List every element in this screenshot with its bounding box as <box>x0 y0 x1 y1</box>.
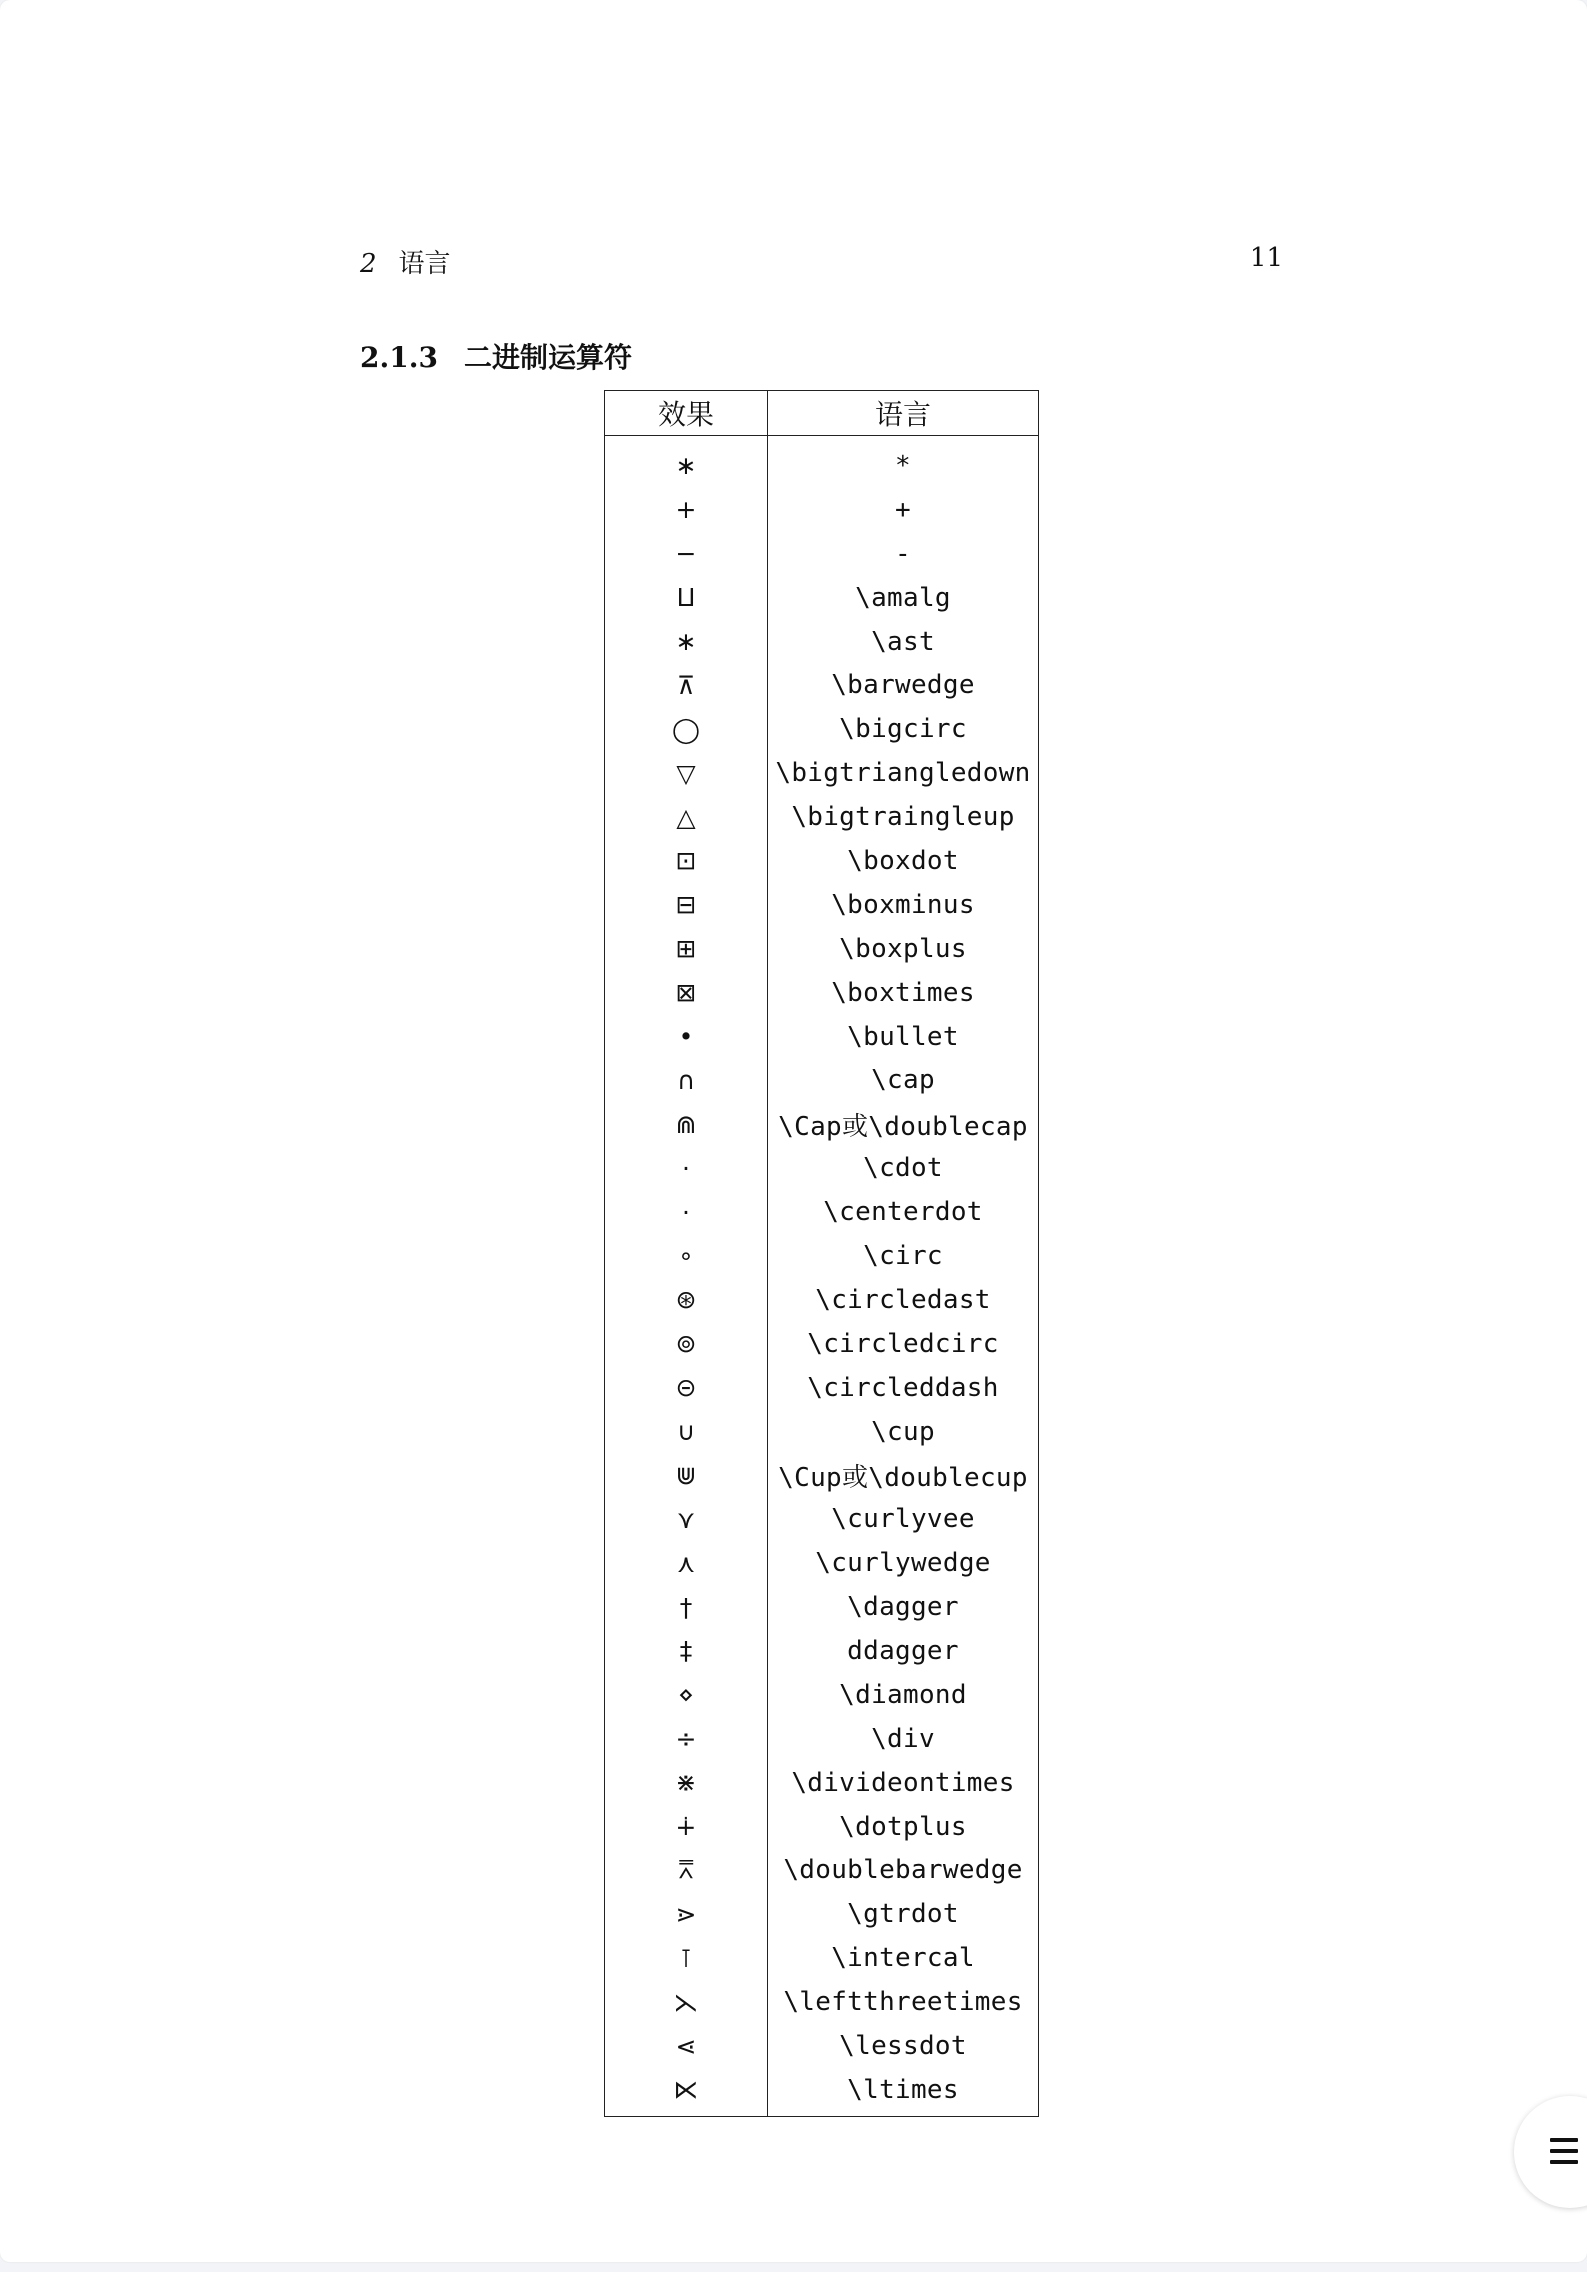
symbol-effect: ⋏ <box>605 1541 768 1585</box>
symbol-effect: ÷ <box>605 1717 768 1761</box>
table-row <box>605 2024 1039 2068</box>
symbol-effect: ∔ <box>605 1805 768 1849</box>
running-head-chapter <box>360 243 451 280</box>
table-row <box>605 1497 1039 1541</box>
symbol-effect: ⊼ <box>605 663 768 707</box>
table-row <box>605 620 1039 664</box>
symbol-effect: ◯ <box>605 707 768 751</box>
symbol-effect: ∗ <box>605 620 768 664</box>
symbol-command: \boxdot <box>847 845 959 876</box>
table-row <box>605 1541 1039 1585</box>
table-row <box>605 1805 1039 1849</box>
symbol-effect: ‡ <box>605 1629 768 1673</box>
symbol-command: \ast <box>871 626 935 657</box>
symbol-command: \boxtimes <box>831 977 975 1008</box>
table-body <box>605 436 1039 2117</box>
table-row <box>605 1849 1039 1893</box>
table-row <box>605 1629 1039 1673</box>
table-row <box>605 1892 1039 1936</box>
table-row <box>605 576 1039 620</box>
symbol-command: \lessdot <box>839 2031 967 2061</box>
symbol-command: \bigtraingleup <box>791 802 1015 833</box>
table-row <box>605 1761 1039 1805</box>
table-row <box>605 1410 1039 1454</box>
symbol-command: \leftthreetimes <box>783 1987 1023 2018</box>
symbol-effect: ⋓ <box>605 1453 768 1497</box>
symbol-command: \boxminus <box>831 889 975 920</box>
symbol-effect: ⋗ <box>605 1892 768 1936</box>
symbol-command: \divideontimes <box>791 1767 1015 1798</box>
symbol-command: * <box>895 450 911 481</box>
symbol-command: \bigcirc <box>839 714 967 745</box>
table-row <box>605 1366 1039 1410</box>
symbol-effect: △ <box>605 795 768 839</box>
symbol-command: ddagger <box>847 1635 959 1666</box>
symbol-command: \boxplus <box>839 933 967 964</box>
running-head <box>360 243 1283 283</box>
symbol-effect: ⊠ <box>605 971 768 1015</box>
symbol-effect: ⊚ <box>605 1322 768 1366</box>
table-row <box>605 1980 1039 2024</box>
table-row <box>605 927 1039 971</box>
table-row <box>605 839 1039 883</box>
symbol-effect: − <box>605 532 768 576</box>
section-number: 2.1.3 <box>360 341 438 374</box>
symbol-command: \diamond <box>839 1679 967 1710</box>
table-row <box>605 663 1039 707</box>
symbol-effect: ⨿ <box>605 576 768 620</box>
symbol-effect: ⋖ <box>605 2024 768 2068</box>
table-row <box>605 751 1039 795</box>
table-row <box>605 1673 1039 1717</box>
symbol-command: \bigtriangledown <box>775 758 1031 789</box>
symbol-command: \doublebarwedge <box>783 1855 1023 1886</box>
table-row <box>605 1058 1039 1102</box>
table-row <box>605 1322 1039 1366</box>
symbol-effect: ∗ <box>605 436 768 488</box>
symbol-command: \gtrdot <box>847 1899 959 1930</box>
table-row <box>605 883 1039 927</box>
symbol-effect: ⊝ <box>605 1366 768 1410</box>
symbol-effect: ▽ <box>605 751 768 795</box>
table-row <box>605 707 1039 751</box>
table-row <box>605 1278 1039 1322</box>
table-header-row <box>605 391 1039 436</box>
symbol-command: - <box>895 538 911 569</box>
table-row <box>605 1234 1039 1278</box>
section-heading <box>360 336 632 376</box>
header-effect: 效果 <box>605 391 768 436</box>
table-row <box>605 488 1039 532</box>
table-row <box>605 436 1039 488</box>
symbol-effect: ⋇ <box>605 1761 768 1805</box>
table-row <box>605 1146 1039 1190</box>
symbol-command: \dagger <box>847 1592 959 1623</box>
symbol-effect: ∩ <box>605 1058 768 1102</box>
symbol-command: \cup <box>871 1416 935 1447</box>
symbol-command: \ltimes <box>847 2074 959 2105</box>
menu-button[interactable] <box>1514 2096 1587 2208</box>
table-row <box>605 2068 1039 2116</box>
symbol-effect: ⋒ <box>605 1102 768 1146</box>
table-row <box>605 1936 1039 1980</box>
symbol-effect: ⊡ <box>605 839 768 883</box>
symbol-command: + <box>895 494 911 525</box>
page-number: 11 <box>1249 243 1283 273</box>
symbol-effect: ∪ <box>605 1410 768 1454</box>
table-row <box>605 971 1039 1015</box>
menu-icon <box>1550 2138 1578 2164</box>
table-row <box>605 795 1039 839</box>
table-row <box>605 1015 1039 1059</box>
chapter-number: 2 <box>360 249 377 279</box>
symbol-command: \circ <box>863 1240 943 1271</box>
symbol-effect: • <box>605 1015 768 1059</box>
symbol-command: \amalg <box>855 582 951 613</box>
symbol-command: \Cup或\doublecup <box>778 1462 1028 1493</box>
symbol-command: \barwedge <box>831 670 975 701</box>
binary-operators-table <box>604 390 1039 2117</box>
symbol-command: \curlywedge <box>815 1548 991 1579</box>
symbol-effect: ⋎ <box>605 1497 768 1541</box>
table-row <box>605 1102 1039 1146</box>
symbol-command: \intercal <box>831 1943 975 1974</box>
symbol-effect: ⊺ <box>605 1936 768 1980</box>
symbol-command: \circledast <box>815 1284 991 1315</box>
symbol-command: \Cap或\doublecap <box>778 1111 1028 1142</box>
symbol-effect: ⊞ <box>605 927 768 971</box>
table-row <box>605 532 1039 576</box>
table-row <box>605 1453 1039 1497</box>
symbol-effect: ⋉ <box>605 2068 768 2116</box>
table-row <box>605 1717 1039 1761</box>
header-command: 语言 <box>768 391 1039 436</box>
symbol-effect: ⋋ <box>605 1980 768 2024</box>
symbol-effect: + <box>605 488 768 532</box>
chapter-title: 语言 <box>398 249 451 279</box>
symbol-command: \bullet <box>847 1021 959 1052</box>
symbol-effect: ⩞ <box>605 1849 768 1893</box>
symbol-effect: · <box>605 1146 768 1190</box>
symbol-command: \circledcirc <box>807 1328 999 1359</box>
symbol-effect: ⊟ <box>605 883 768 927</box>
table-row <box>605 1190 1039 1234</box>
symbol-command: \cdot <box>863 1153 943 1184</box>
symbol-effect: † <box>605 1585 768 1629</box>
symbol-command: \circleddash <box>807 1372 999 1403</box>
symbol-command: \dotplus <box>839 1811 967 1842</box>
symbol-command: \curlyvee <box>831 1504 975 1535</box>
symbol-effect: ⋄ <box>605 1673 768 1717</box>
table-row <box>605 1585 1039 1629</box>
section-title: 二进制运算符 <box>463 341 632 374</box>
symbol-effect: ∘ <box>605 1234 768 1278</box>
symbol-command: \centerdot <box>823 1197 983 1228</box>
symbol-effect: · <box>605 1190 768 1234</box>
symbol-command: \cap <box>871 1065 935 1096</box>
symbol-command: \div <box>871 1723 935 1754</box>
symbol-effect: ⊛ <box>605 1278 768 1322</box>
